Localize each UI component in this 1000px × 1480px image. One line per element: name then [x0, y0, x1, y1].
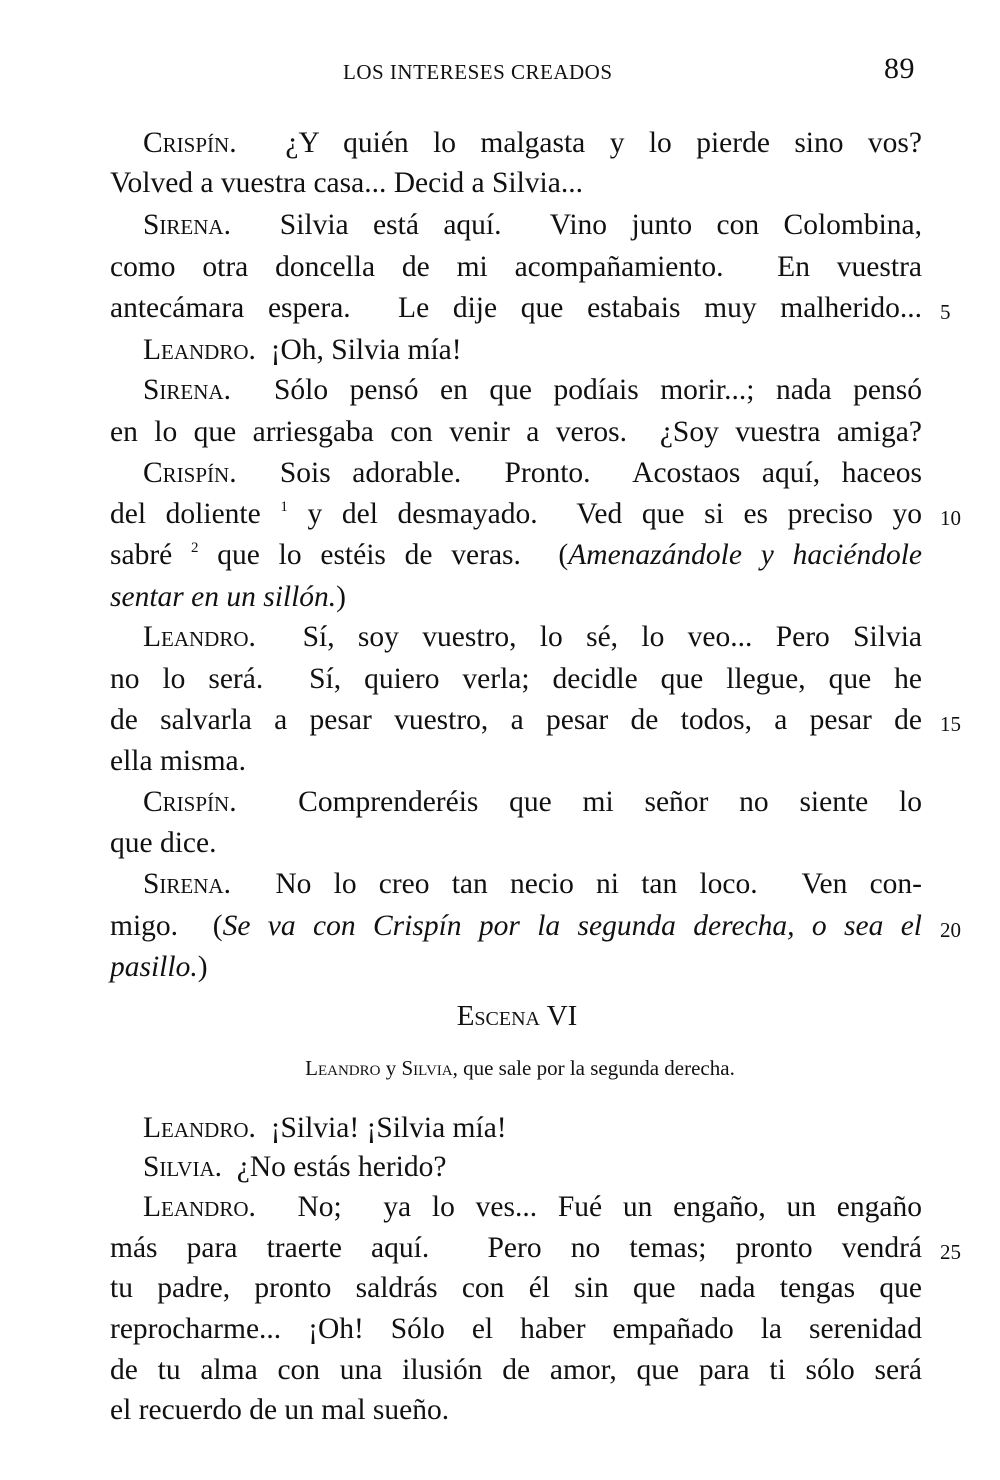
dialogue-text: reprocharme... ¡Oh! Sólo el haber empañado la serenidad [110, 1313, 922, 1345]
speaker-name: Sirena. [143, 868, 231, 900]
text-line [110, 163, 922, 203]
dialogue-text: , que sale por la segunda derecha. [452, 1056, 735, 1080]
dialogue-text: más para traerte aquí. Pero no temas; pronto vendrá [110, 1232, 922, 1264]
speaker-name: Sirena. [143, 374, 231, 406]
text-line [110, 453, 922, 493]
dialogue-text: ¡Oh, Silvia mía! [255, 334, 462, 366]
speaker-name: Leandro [305, 1056, 381, 1080]
dialogue-text: ¿No estás herido? [222, 1151, 447, 1183]
page-number: 89 [884, 52, 915, 85]
speaker-name: Crispín. [143, 457, 237, 489]
text-line [110, 864, 922, 904]
speaker-name: Silvia [401, 1056, 453, 1080]
footnote-ref: 1 [280, 499, 288, 515]
dialogue-text: el recuerdo de un mal sueño. [110, 1394, 450, 1426]
text-line [110, 370, 922, 410]
dialogue-text: Silvia está aquí. Vino junto con Colombina, [230, 209, 922, 241]
line-number: 25 [940, 1240, 961, 1264]
dialogue-text: ) [336, 581, 346, 613]
running-header-title: LOS INTERESES CREADOS [343, 60, 613, 84]
dialogue-text: de tu alma con una ilusión de amor, que para ti sólo será [110, 1354, 922, 1386]
text-line [110, 947, 922, 987]
dialogue-text: del doliente [110, 498, 281, 530]
text-line [110, 247, 922, 287]
dialogue-text: y [380, 1056, 402, 1080]
footnote-ref: 2 [191, 540, 199, 556]
scene-heading: Escena VI [456, 1000, 578, 1032]
dialogue-text: y del desmayado. Ved que si es preciso yo [287, 498, 922, 530]
text-line [110, 288, 922, 328]
stage-direction [0, 1056, 1000, 1081]
speaker-name: Crispín. [143, 786, 237, 818]
text-line [110, 1309, 922, 1349]
speaker-name: Leandro. [143, 1112, 256, 1144]
dialogue-text: que lo estéis de veras. ( [198, 539, 569, 571]
line-number: 5 [940, 300, 951, 324]
speaker-name: Sirena. [143, 209, 231, 241]
dialogue-text: antecámara espera. Le dije que estabais muy malherido... [110, 292, 922, 324]
stage-direction-text: sentar en un sillón. [110, 581, 337, 613]
dialogue-text: No; ya lo ves... Fué un engaño, un engaño [255, 1191, 922, 1223]
text-line [110, 1390, 922, 1430]
speaker-name: Leandro. [143, 621, 256, 653]
dialogue-text: Sí, soy vuestro, lo sé, lo veo... Pero Silvia [255, 621, 922, 653]
speaker-name: Silvia. [143, 1151, 222, 1183]
dialogue-text: sabré [110, 539, 192, 571]
line-number: 15 [940, 712, 961, 736]
text-line [110, 412, 922, 452]
dialogue-text: ¿Y quién lo malgasta y lo pierde sino vos? [236, 127, 922, 159]
text-line [110, 741, 922, 781]
text-line [110, 700, 922, 740]
stage-direction-text: Amenazándole y haciéndole [568, 539, 922, 571]
dialogue-text: ella misma. [110, 745, 246, 777]
dialogue-text: en lo que arriesgaba con venir a veros. ¿Soy vuestra amiga? [110, 416, 922, 448]
speaker-name: Leandro. [143, 334, 256, 366]
line-number: 10 [940, 506, 961, 530]
dialogue-text: Sois adorable. Pronto. Acostaos aquí, haceos [236, 457, 922, 489]
text-line [110, 1108, 922, 1148]
text-line [110, 494, 922, 534]
dialogue-text: que dice. [110, 827, 217, 859]
dialogue-text: ¡Silvia! ¡Silvia mía! [255, 1112, 507, 1144]
text-line [110, 906, 922, 946]
text-line [110, 1147, 922, 1187]
stage-direction-text: Se va con Crispín por la segunda derecha, o sea el [222, 910, 923, 942]
text-line [110, 330, 922, 370]
dialogue-text: tu padre, pronto saldrás con él sin que nada tengas que [110, 1272, 922, 1304]
dialogue-text: no lo será. Sí, quiero verla; decidle que llegue, que he [110, 663, 922, 695]
stage-direction-text: pasillo. [110, 951, 198, 983]
text-line [110, 1187, 922, 1227]
text-line [110, 1350, 922, 1390]
text-line [110, 782, 922, 822]
text-line [110, 123, 922, 163]
text-line [110, 617, 922, 657]
text-line [110, 659, 922, 699]
dialogue-text: como otra doncella de mi acompañamiento. En vuestra [110, 251, 922, 283]
dialogue-text: Volved a vuestra casa... Decid a Silvia... [110, 167, 583, 199]
speaker-name: Leandro. [143, 1191, 256, 1223]
line-number: 20 [940, 918, 961, 942]
dialogue-text: Sólo pensó en que podíais morir...; nada pensó [230, 374, 922, 406]
text-line [110, 1228, 922, 1268]
dialogue-text: de salvarla a pesar vuestro, a pesar de todos, a pesar de [110, 704, 922, 736]
text-line [110, 1268, 922, 1308]
dialogue-text: No lo creo tan necio ni tan loco. Ven con- [230, 868, 922, 900]
dialogue-text: ) [197, 951, 208, 983]
speaker-name: Crispín. [143, 127, 237, 159]
dialogue-text: migo. ( [110, 910, 223, 942]
text-line [110, 205, 922, 245]
text-line [110, 577, 922, 617]
text-line [110, 535, 922, 575]
text-line [110, 823, 922, 863]
dialogue-text: Comprenderéis que mi señor no siente lo [236, 786, 922, 818]
